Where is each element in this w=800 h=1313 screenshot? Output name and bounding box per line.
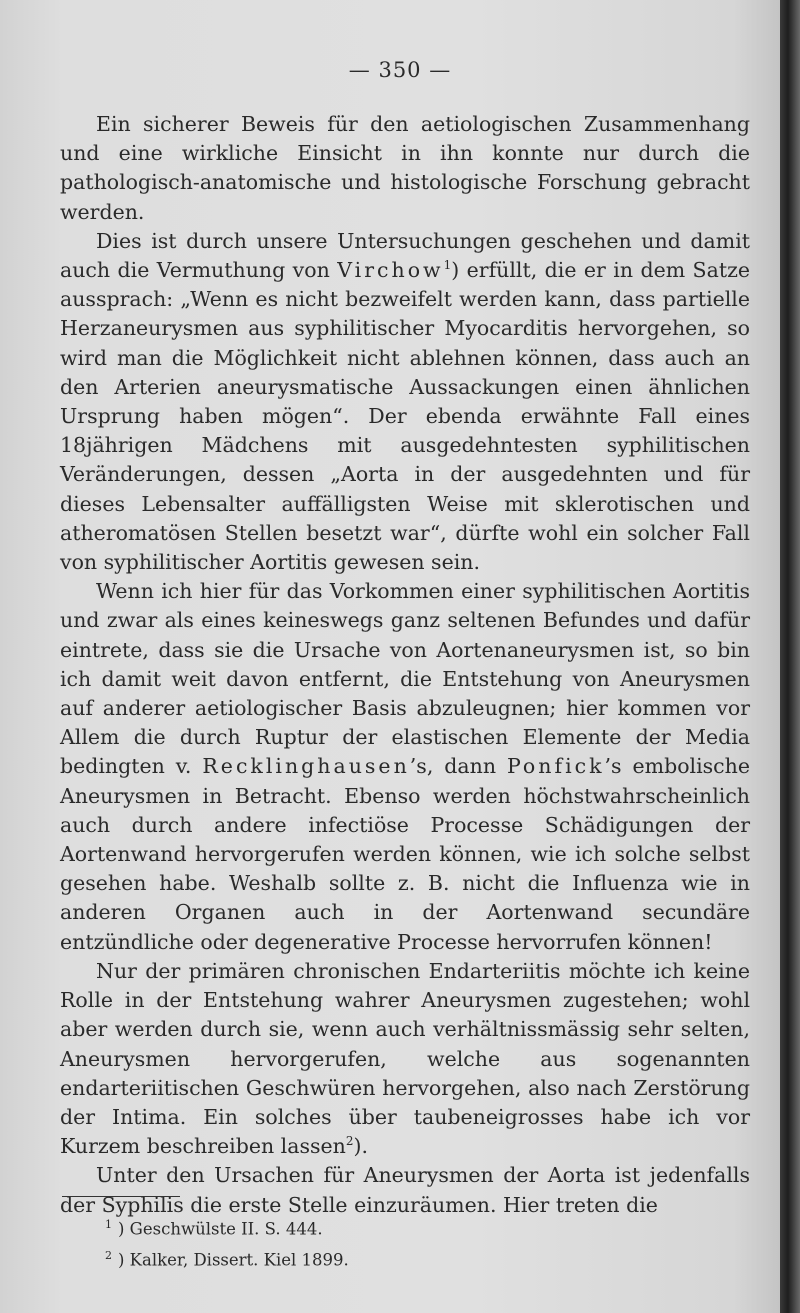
footnote-2 <box>105 1243 705 1274</box>
book-gutter-edge <box>780 0 800 1313</box>
spaced-name: Recklinghausen <box>202 754 410 779</box>
body-text <box>60 110 750 1220</box>
paragraph <box>60 1161 750 1219</box>
text-run: Unter den Ursachen für Aneurysmen der Aorta ist jedenfalls der Syphilis die erste Stelle einzuräumen. Hier treten die <box>60 1163 750 1217</box>
text-run: Ein sicherer Beweis für den aetiologischen Zusammenhang und eine wirkliche Einsicht in ihn konnte nur durch die pathologisch-anatomische und histologische Forschung gebracht werden. <box>60 112 750 224</box>
footnote-mark: 2 <box>105 1248 112 1262</box>
footnote-text: ) Kalker, Dissert. Kiel 1899. <box>118 1250 349 1269</box>
paragraph <box>60 227 750 577</box>
page-number: — 350 — <box>348 58 452 82</box>
footnote-1 <box>105 1212 705 1243</box>
text-run: ’s embolische Aneurysmen in Betracht. Ebenso werden höchstwahrscheinlich auch durch andere infectiöse Processe Schädigungen der Aortenwand hervorgerufen werden können, wie ich solche selbst gesehen habe. Weshalb sollte z. B. nicht die Influenza wie in anderen Organen auch in der Aortenwand secundäre entzündliche oder degenerative Processe hervorrufen können! <box>60 754 750 954</box>
spaced-name: Ponfick <box>506 754 605 779</box>
paragraph <box>60 577 750 957</box>
text-run: Nur der primären chronischen Endarteriitis möchte ich keine Rolle in der Entstehung wahrer Aneurysmen zugestehen; wohl aber werden durch sie, wenn auch verhältnissmässig sehr selten, Aneurysmen hervorgerufen, welche aus sogenannten endarteriitischen Geschwüren hervorgehen, also nach Zerstörung der Intima. Ein solches über taubeneigrosses habe ich vor Kurzem beschreiben lassen <box>60 958 750 1159</box>
footnote-divider <box>62 1196 180 1197</box>
spaced-name: Virchow <box>337 258 444 283</box>
footnote-reference: 2 <box>345 1134 354 1149</box>
text-run: Wenn ich hier für das Vorkommen einer syphilitischen Aortitis und zwar als eines keineswegs ganz seltenen Befundes und dafür eintrete, dass sie die Ursache von Aortenaneurysmen ist, so bin ich damit weit davon entfernt, die Entstehung von Aneurysmen auf anderer aetiologischer Basis abzuleugnen; hier kommen vor Allem die durch Ruptur der elastischen Elemente der Media bedingten v. <box>60 579 750 779</box>
footnote-mark: 1 <box>105 1218 112 1231</box>
paragraph <box>60 957 750 1161</box>
paragraph <box>60 110 750 227</box>
footnote-reference: 1 <box>443 258 452 273</box>
text-run: ) erfüllt, die er in dem Satze aussprach: „Wenn es nicht bezweifelt werden kann, dass partielle Herzaneurysmen aus syphilitischer Myocarditis hervorgehen, so wird man die Möglichkeit nicht ablehnen können, dass auch an den Arterien aneurysmatische Aussackungen einen ähnlichen Ursprung haben mögen“. Der ebenda erwähnte Fall eines 18jährigen Mädchens mit ausgedehntesten syphilitischen Veränderungen, dessen „Aorta in der ausgedehnten und für dieses Lebensalter auffälligsten Weise mit sklerotischen und atheromatösen Stellen besetzt war“, dürfte wohl ein solcher Fall von syphilitischer Aortitis gewesen sein. <box>60 258 750 575</box>
text-run: ). <box>353 1134 368 1159</box>
footnote-text: ) Geschwülste II. S. 444. <box>118 1219 323 1239</box>
text-run: ’s, dann <box>409 754 507 779</box>
footnotes <box>105 1212 705 1273</box>
text-run: Dies ist durch unsere Untersuchungen geschehen und damit auch die Vermuthung von <box>60 228 750 283</box>
